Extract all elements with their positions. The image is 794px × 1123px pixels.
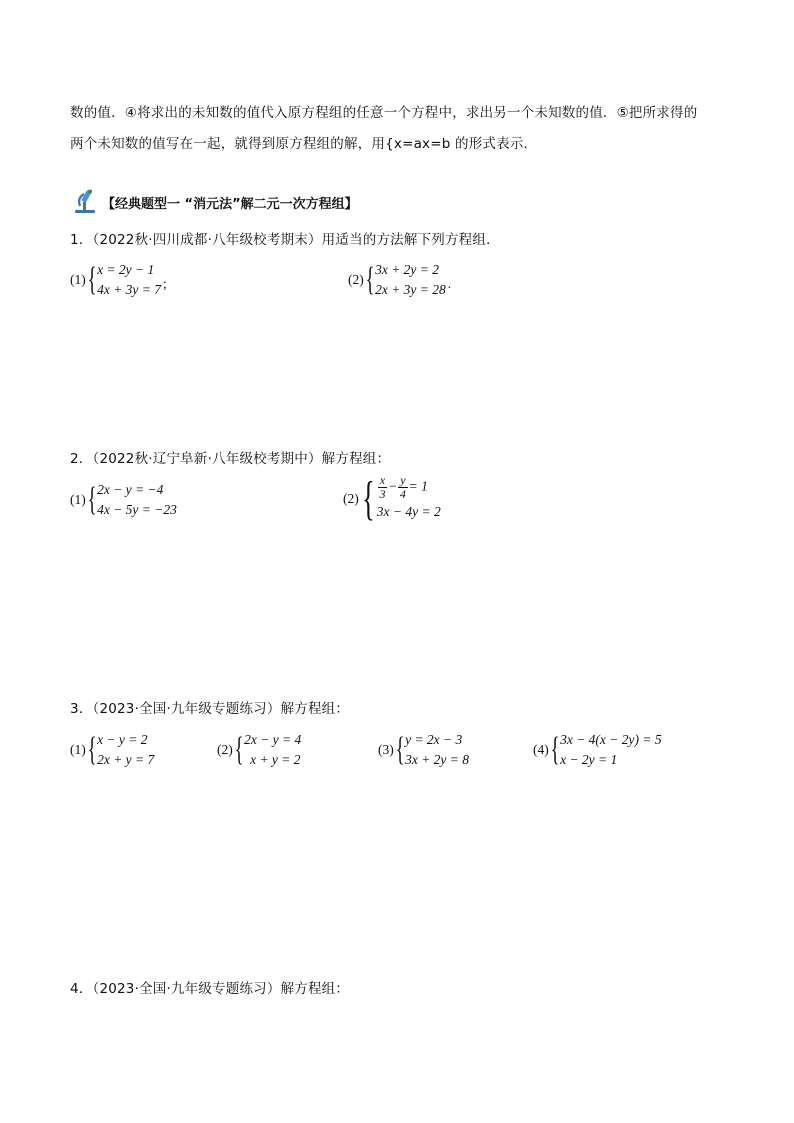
q2-s1-eq1: 2x − y = −4: [97, 482, 164, 497]
q3-s4-eq1: 3x − 4(x − 2y) = 5: [560, 732, 662, 747]
q3-system-4: [533, 730, 662, 770]
intro-line-2: 两个未知数的值写在一起，就得到原方程组的解，用{x=ax=b 的形式表示．: [70, 136, 538, 152]
q2-s2-eq1: $\frac{x}{3}$ − $\frac{y}{4}$ = 1: [379, 473, 428, 501]
q1-system-2: [348, 260, 451, 300]
q3-system-2: [217, 730, 301, 770]
q1-system-1: [70, 260, 167, 300]
q1-s1-eq2: 4x + 3y = 7: [97, 282, 162, 297]
brace-icon: {: [361, 471, 375, 525]
q2-s1-eq2: 4x − 5y = −23: [97, 502, 177, 517]
question-2-stem: 2．（2022秋·辽宁阜新·八年级校考期中）解方程组：: [70, 451, 391, 467]
intro-line-1: 数的值．④将求出的未知数的值代入原方程组的任意一个方程中，求出另一个未知数的值．⑤把所求得的: [70, 105, 698, 121]
q2-system-2-label: (2): [343, 490, 359, 506]
brace-icon: {: [365, 261, 375, 298]
fraction-y-over-4: $\frac{y}{4}$: [399, 473, 406, 501]
q1-s1-punct: ;: [163, 276, 167, 291]
q1-s1-eq1: x = 2y − 1: [97, 262, 155, 277]
q1-system-1-label: (1): [70, 272, 86, 287]
q3-s1-eq1: x − y = 2: [97, 732, 148, 747]
q2-s2-eq2: 3x − 4y = 2: [376, 504, 441, 519]
brace-icon: {: [395, 731, 405, 768]
q3-s2-eq2: x + y = 2: [250, 752, 301, 767]
brace-icon: {: [550, 731, 560, 768]
q3-system-1-label: (1): [70, 742, 86, 757]
q3-system-2-label: (2): [217, 742, 233, 757]
q2-system-1: [70, 480, 177, 520]
q3-s1-eq2: 2x + y = 7: [97, 752, 155, 767]
question-4-stem: 4．（2023·全国·九年级专题练习）解方程组：: [70, 981, 350, 997]
q1-s2-punct: .: [447, 276, 452, 291]
q1-system-2-label: (2): [348, 272, 364, 287]
q3-system-3-label: (3): [378, 742, 394, 757]
q3-system-1: [70, 730, 154, 770]
q3-s2-eq1: 2x − y = 4: [244, 732, 302, 747]
q3-s4-eq2: x − 2y = 1: [560, 752, 618, 767]
brace-icon: {: [87, 261, 97, 298]
question-3-stem: 3．（2023·全国·九年级专题练习）解方程组：: [70, 701, 350, 717]
q2-system-2: [343, 471, 441, 525]
q2-system-1-label: (1): [70, 492, 86, 507]
brace-icon: {: [87, 731, 97, 768]
q3-s3-eq1: y = 2x − 3: [405, 732, 463, 747]
q1-s2-eq1: 3x + 2y = 2: [375, 262, 440, 277]
microscope-icon: [72, 188, 98, 214]
q3-s3-eq2: 3x + 2y = 8: [405, 752, 470, 767]
fraction-x-over-3: $\frac{x}{3}$: [379, 473, 386, 501]
q1-s2-eq2: 2x + 3y = 28: [375, 282, 446, 297]
question-1-stem: 1．（2022秋·四川成都·八年级校考期末）用适当的方法解下列方程组．: [70, 232, 500, 248]
section-title: 【经典题型一 “消元法”解二元一次方程组】: [102, 197, 358, 212]
q3-system-3: [378, 730, 469, 770]
brace-icon: {: [234, 731, 244, 768]
brace-icon: {: [87, 481, 97, 518]
q3-system-4-label: (4): [533, 742, 549, 757]
